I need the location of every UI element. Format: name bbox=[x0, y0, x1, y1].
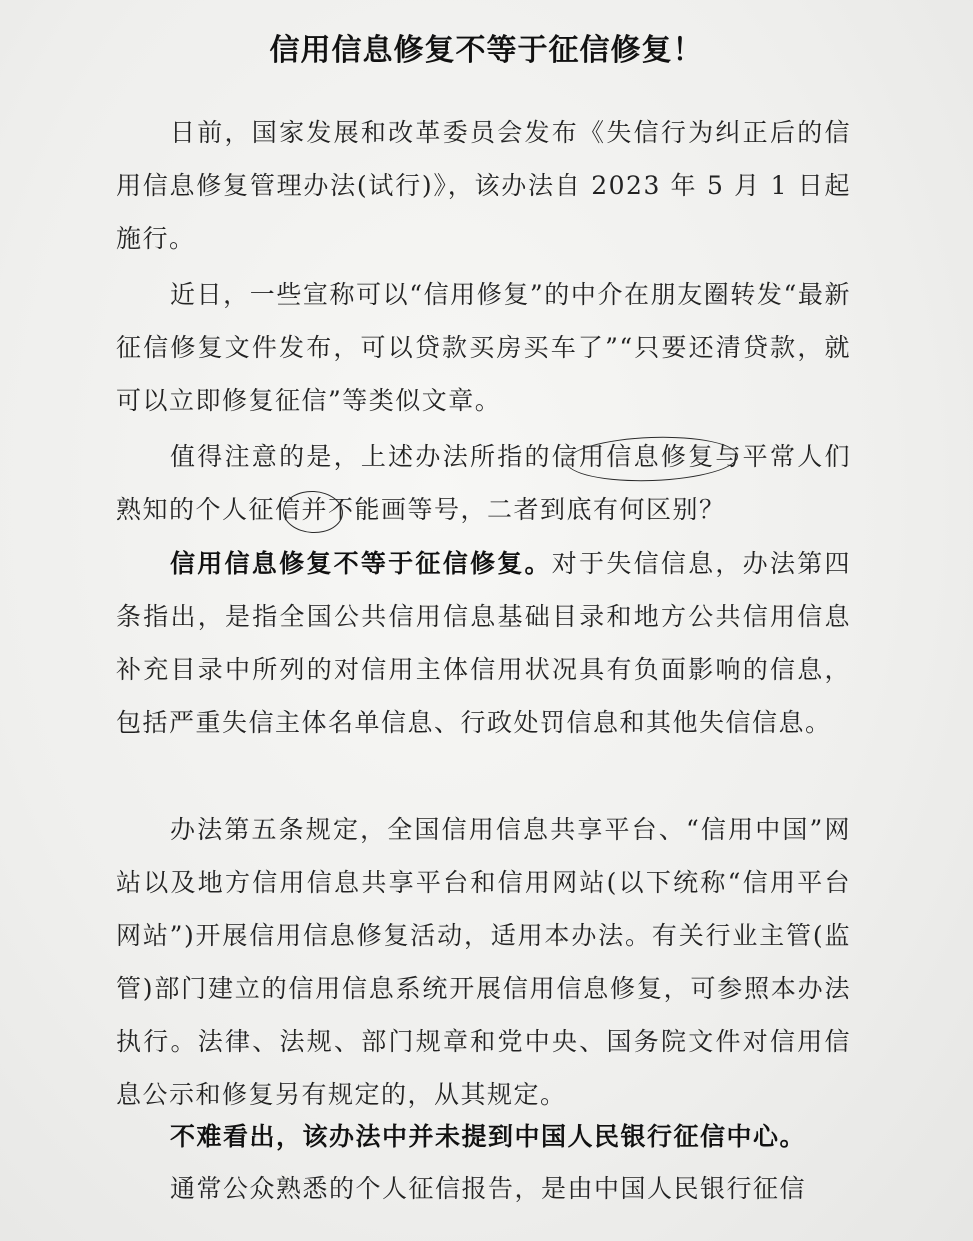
paragraph-5: 办法第五条规定，全国信用信息共享平台、“信用中国”网站以及地方信用信息共享平台和信用网站(以下统称“信用平台网站”)开展信用信息修复活动，适用本办法。有关行业主管(监管)部门建立的信用信息系统开展信用信息修复，可参照本办法执行。法律、法规、部门规章和党中央、国务院文件对信用信息公示和修复另有规定的，从其规定。 bbox=[116, 815, 851, 1109]
paragraph-7: 通常公众熟悉的个人征信报告，是由中国人民银行征信 bbox=[170, 1174, 807, 1203]
paragraph-4 bbox=[116, 537, 851, 749]
paragraph-1: 日前，国家发展和改革委员会发布《失信行为纠正后的信用信息修复管理办法(试行)》，该办法自 2023 年 5 月 1 日起施行。 bbox=[116, 118, 851, 253]
paragraph-6: 不难看出，该办法中并未提到中国人民银行征信中心。 bbox=[170, 1122, 807, 1151]
paragraph-3: 值得注意的是，上述办法所指的信用信息修复与平常人们熟知的个人征信并不能画等号，二者到底有何区别？ bbox=[116, 442, 851, 524]
page-title: 信用信息修复不等于征信修复！ bbox=[269, 33, 704, 68]
paragraph-4-lead: 信用信息修复不等于征信修复。 bbox=[170, 549, 552, 578]
paragraph-4-body: 对于失信信息，办法第四条指出，是指全国公共信用信息基础目录和地方公共信用信息补充目录中所列的对信用主体信用状况具有负面影响的信息，包括严重失信主体名单信息、行政处罚信息和其他失信信息。 bbox=[116, 549, 851, 737]
paragraph-2: 近日，一些宣称可以“信用修复”的中介在朋友圈转发“最新征信修复文件发布，可以贷款买房买车了”“只要还清贷款，就可以立即修复征信”等类似文章。 bbox=[116, 280, 851, 415]
